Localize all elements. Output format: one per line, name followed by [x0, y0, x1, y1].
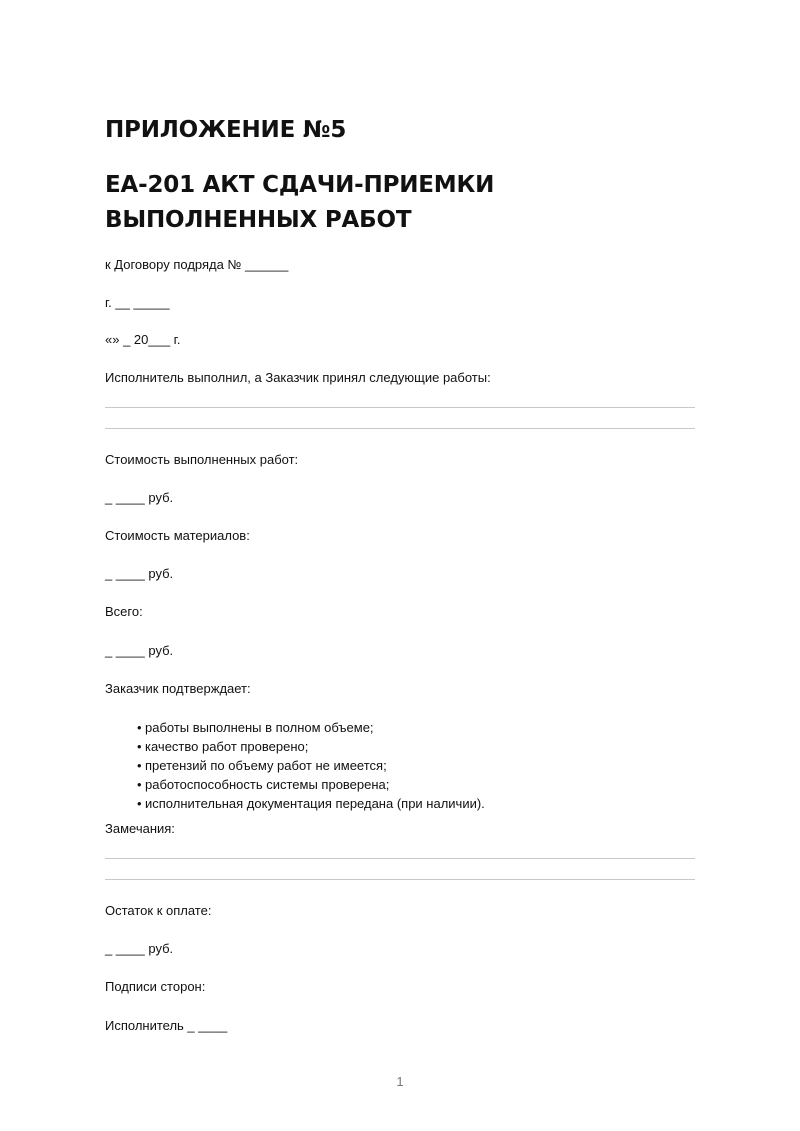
- confirm-item-text: исполнительная документация передана (при наличии).: [145, 796, 485, 811]
- works-fill-line-2: [105, 428, 695, 429]
- remarks-fill-line-1: [105, 858, 695, 859]
- act-title: ЕА-201 АКТ СДАЧИ-ПРИЕМКИ ВЫПОЛНЕННЫХ РАБОТ: [105, 172, 495, 233]
- remarks-label: Замечания:: [105, 821, 175, 836]
- list-item: [137, 756, 485, 775]
- balance-value: _ ____ руб.: [105, 941, 174, 956]
- bullet-icon: •: [137, 777, 142, 792]
- total-value: _ ____ руб.: [105, 643, 174, 658]
- list-item: [137, 718, 485, 737]
- signatures-label: Подписи сторон:: [105, 979, 206, 994]
- works-fill-line-1: [105, 407, 695, 408]
- works-intro: Исполнитель выполнил, а Заказчик принял следующие работы:: [105, 370, 491, 385]
- contractor-signature: Исполнитель _ ____: [105, 1018, 228, 1033]
- page-number: 1: [396, 1074, 404, 1089]
- bullet-icon: •: [137, 796, 142, 811]
- confirm-list: [137, 718, 485, 813]
- confirm-item-text: качество работ проверено;: [145, 739, 309, 754]
- list-item: [137, 737, 485, 756]
- works-cost-value: _ ____ руб.: [105, 490, 174, 505]
- city-line: г. __ _____: [105, 295, 170, 310]
- contract-reference: к Договору подряда № ______: [105, 257, 289, 272]
- list-item: [137, 775, 485, 794]
- confirm-item-text: претензий по объему работ не имеется;: [145, 758, 387, 773]
- bullet-icon: •: [137, 739, 142, 754]
- appendix-title: ПРИЛОЖЕНИЕ №5: [105, 117, 347, 143]
- balance-label: Остаток к оплате:: [105, 903, 212, 918]
- confirm-item-text: работоспособность системы проверена;: [145, 777, 390, 792]
- materials-cost-label: Стоимость материалов:: [105, 528, 250, 543]
- materials-cost-value: _ ____ руб.: [105, 566, 174, 581]
- remarks-fill-line-2: [105, 879, 695, 880]
- works-cost-label: Стоимость выполненных работ:: [105, 452, 299, 467]
- list-item: [137, 794, 485, 813]
- bullet-icon: •: [137, 720, 142, 735]
- date-line: «» _ 20___ г.: [105, 332, 181, 347]
- bullet-icon: •: [137, 758, 142, 773]
- confirm-label: Заказчик подтверждает:: [105, 681, 251, 696]
- total-label: Всего:: [105, 604, 143, 619]
- confirm-item-text: работы выполнены в полном объеме;: [145, 720, 374, 735]
